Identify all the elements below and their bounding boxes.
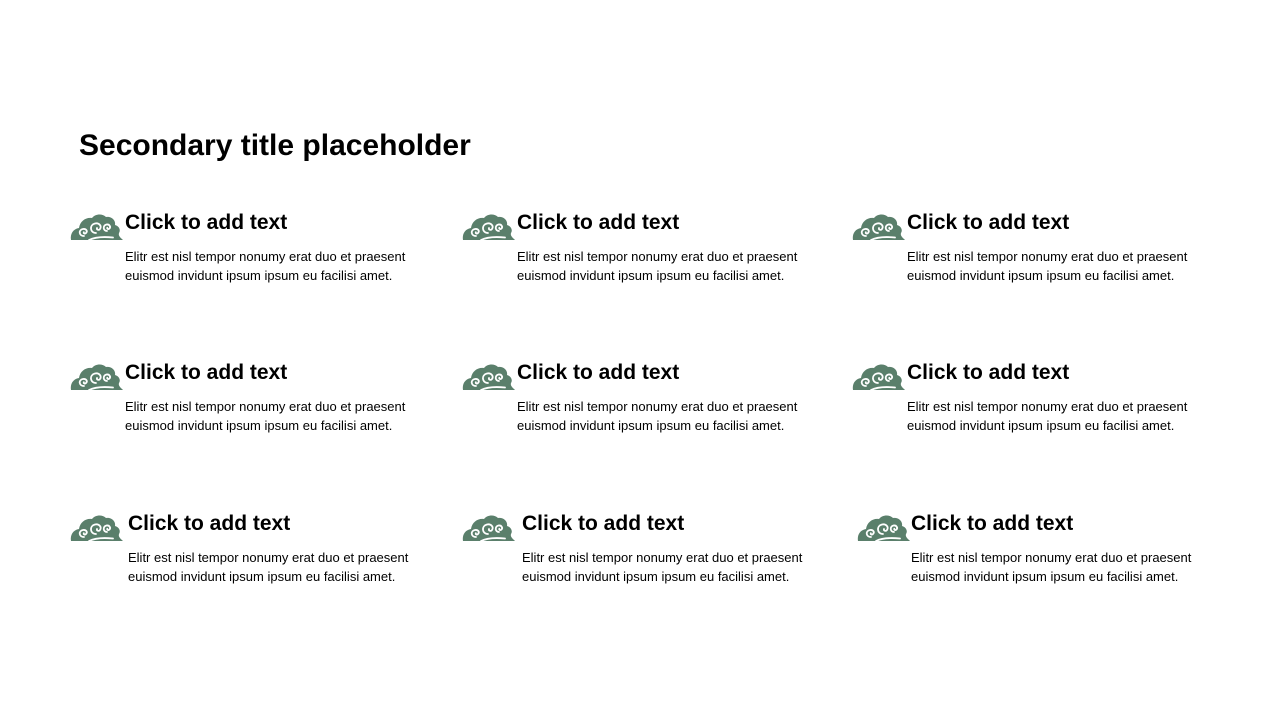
cloud-icon	[461, 362, 515, 392]
text-item	[69, 362, 409, 462]
text-item	[461, 362, 801, 462]
cloud-icon	[69, 513, 123, 543]
cloud-icon	[69, 362, 123, 392]
item-heading[interactable]: Click to add text	[907, 211, 1070, 234]
item-heading[interactable]: Click to add text	[125, 211, 288, 234]
item-body[interactable]: Elitr est nisl tempor nonumy erat duo et praesent euismod invidunt ipsum ipsum eu facilisi amet.	[522, 550, 803, 584]
text-item	[461, 513, 801, 613]
cloud-icon	[461, 513, 515, 543]
slide-title[interactable]: Secondary title placeholder	[79, 129, 471, 162]
text-item	[69, 513, 409, 613]
item-body[interactable]: Elitr est nisl tempor nonumy erat duo et praesent euismod invidunt ipsum ipsum eu facilisi amet.	[911, 550, 1192, 584]
cloud-icon	[461, 212, 515, 242]
item-body[interactable]: Elitr est nisl tempor nonumy erat duo et praesent euismod invidunt ipsum ipsum eu facilisi amet.	[517, 399, 798, 433]
item-heading[interactable]: Click to add text	[517, 361, 680, 384]
cloud-icon	[69, 212, 123, 242]
item-heading[interactable]: Click to add text	[517, 211, 680, 234]
item-body[interactable]: Elitr est nisl tempor nonumy erat duo et praesent euismod invidunt ipsum ipsum eu facilisi amet.	[907, 399, 1188, 433]
item-body[interactable]: Elitr est nisl tempor nonumy erat duo et praesent euismod invidunt ipsum ipsum eu facilisi amet.	[125, 249, 406, 283]
text-item	[856, 513, 1196, 613]
item-heading[interactable]: Click to add text	[128, 512, 291, 535]
text-item	[69, 212, 409, 312]
item-body[interactable]: Elitr est nisl tempor nonumy erat duo et praesent euismod invidunt ipsum ipsum eu facilisi amet.	[907, 249, 1188, 283]
item-heading[interactable]: Click to add text	[522, 512, 685, 535]
text-item	[461, 212, 801, 312]
text-item	[851, 362, 1191, 462]
item-body[interactable]: Elitr est nisl tempor nonumy erat duo et praesent euismod invidunt ipsum ipsum eu facilisi amet.	[128, 550, 409, 584]
item-heading[interactable]: Click to add text	[125, 361, 288, 384]
cloud-icon	[856, 513, 910, 543]
item-body[interactable]: Elitr est nisl tempor nonumy erat duo et praesent euismod invidunt ipsum ipsum eu facilisi amet.	[125, 399, 406, 433]
text-item	[851, 212, 1191, 312]
item-heading[interactable]: Click to add text	[907, 361, 1070, 384]
cloud-icon	[851, 212, 905, 242]
item-heading[interactable]: Click to add text	[911, 512, 1074, 535]
item-body[interactable]: Elitr est nisl tempor nonumy erat duo et praesent euismod invidunt ipsum ipsum eu facilisi amet.	[517, 249, 798, 283]
cloud-icon	[851, 362, 905, 392]
